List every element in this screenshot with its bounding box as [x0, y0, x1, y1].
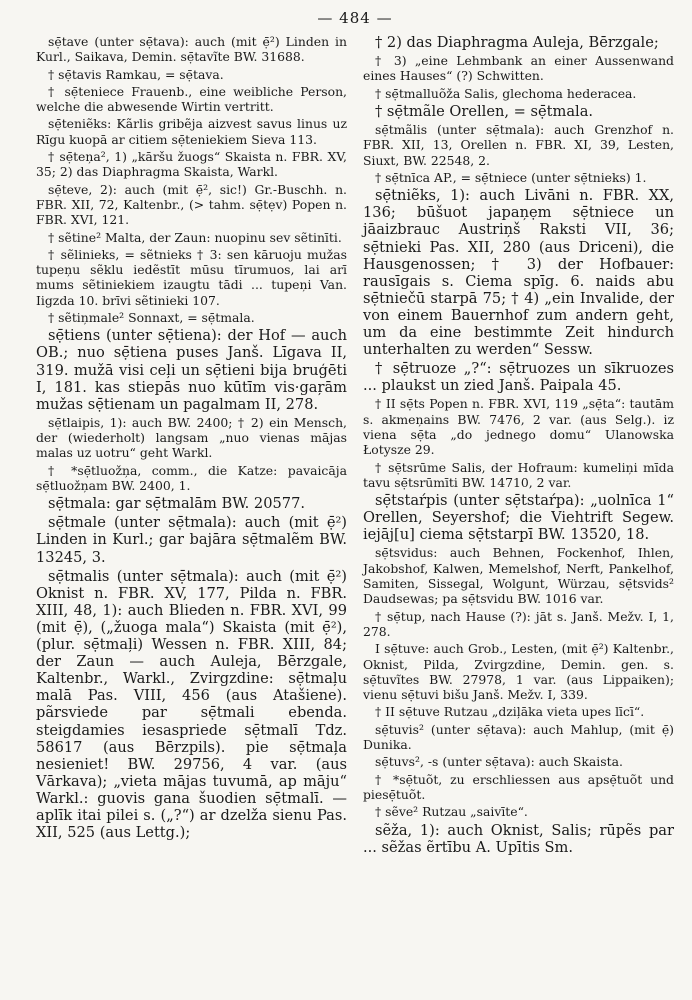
dictionary-entry: † 2) das Diaphragma Auleja, Bērzgale;: [375, 34, 659, 51]
dictionary-entry: † II sẹ̄tuve Rutzau „dziļāka vieta upes līcī“.: [375, 704, 645, 720]
dictionary-entry: sẹ̄tuvis² (unter sẹ̄tava): auch Mahlup, (mit ẹ̄) Dunika.: [363, 721, 674, 753]
dictionary-entry: † sẹ̄truoze „?“: sẹ̄truozes un sīkruozes ... plaukst un zied Janš. Paipala 45.: [363, 360, 674, 395]
dictionary-entry: † sẹ̄tmalluõža Salis, glechoma hederacea.: [375, 85, 637, 101]
left-column: [36, 34, 347, 858]
dictionary-entry: † sẹ̄teniece Frauenb., eine weibliche Person, welche die abwesende Wirtin vertritt.: [36, 83, 347, 115]
page-number: — 484 —: [317, 9, 393, 27]
dictionary-entry: sẹ̄tave (unter sẹ̄tava): auch (mit ẹ̄²) Linden in Kurl., Saikava, Demin. sẹ̄tavĩte BW. 31688.: [36, 34, 347, 65]
dictionary-entry: † *sẹ̄tuõt, zu erschliessen aus apsẹ̄tuõt und piesẹ̄tuõt.: [363, 771, 674, 802]
dictionary-entry: sẹ̄tmale (unter sẹ̄tmala): auch (mit ẹ̄²) Linden in Kurl.; gar bajāra sẹ̄tmalẽm BW. 13245, 3.: [36, 514, 347, 566]
columns: [36, 34, 674, 858]
dictionary-entry: I sẹ̄tuve: auch Grob., Lesten, (mit ẹ̄²) Kaltenbr., Oknist, Pilda, Zvirgzdine, Demin. gen. s. sẹ̄tuvĩtes BW. 27978, 1 var. (aus Lippaiken); vienu sẹ̄tuvi bišu Janš. Mežv. I, 339.: [363, 641, 674, 703]
dictionary-entry: sẹ̄tlaipis, 1): auch BW. 2400; † 2) ein Mensch, der (wiederholt) langsam „nuo vienas mājas malas uz uotru“ geht Warkl.: [36, 414, 347, 461]
dictionary-entry: sẹ̄tmalis (unter sẹ̄tmala): auch (mit ẹ̄²) Oknist n. FBR. XV, 177, Pilda n. FBR. XIII, 48, 1): auch Blieden n. FBR. XVI, 99 (mit ẹ̄), („žuoga mala“) Skaista (mit ẹ̄²), (plur. sẹ̄tmaļi) Wessen n. FBR. XIII, 84; der Zaun — auch Auleja, Bērzgale, Kaltenbr., Warkl., Zvirgzdine: sẹ̄tmaļu malā Pas. VIII, 456 (aus Atašiene). pãrsviede par sẹ̄tmali ebenda. steigdamies iesaspriede sẹ̄tmalī Tdz. 58617 (aus Bērzpils). pie sẹ̄tmaļa nesieniet! BW. 29756, 4 var. (aus Vārkava); „vieta mājas tuvumā, ap māju“ Warkl.: guovis gana šuodien sẹ̄tmalī. — aplīk itai pilei s. („?“) ar dzelža sienu Pas. XII, 525 (aus Lettg.);: [36, 567, 347, 842]
dictionary-entry: sẹ̄tstaŕpis (unter sẹ̄tstaŕpa): „uolnīca 1“ Orellen, Seyershof; die Viehtrift Segew. iejāj[u] ciema sẹ̄tstarpī BW. 13520, 18.: [363, 492, 674, 544]
dictionary-entry: sẹ̄tsvidus: auch Behnen, Fockenhof, Ihlen, Jakobshof, Kalwen, Memelshof, Nerft, Pankelhof, Samiten, Sissegal, Wolgunt, Würzau, sẹ̄tsvids² Daudsewas; pa sẹ̄tsvidu BW. 1016 var.: [363, 545, 674, 607]
dictionary-entry: † sẹ̄tnīca AP., = sẹ̄tniece (unter sẹ̄tnieks) 1.: [375, 169, 647, 185]
dictionary-entry: sẽža, 1): auch Oknist, Salis; rūpẽs par ... sẽžas ẽrtību A. Upītis Sm.: [363, 821, 674, 856]
dictionary-entry: † II sẹ̄ts Popen n. FBR. XVI, 119 „sẹ̄ta“: tautām s. akmeņains BW. 7476, 2 var. (aus Selg.). iz viena sẹ̄ta „do jednego domu“ Ulanowska Łotysze 29.: [363, 396, 674, 458]
dictionary-entry: † 3) „eine Lehmbank an einer Aussenwand eines Hauses“ (?) Schwitten.: [363, 53, 674, 84]
dictionary-entry: sẹ̄tmãlis (unter sẹ̄tmala): auch Grenzhof n. FBR. XII, 13, Orellen n. FBR. XI, 39, Lesten, Siuxt, BW. 22548, 2.: [363, 122, 674, 168]
dictionary-entry: sẹ̄tniẽks, 1): auch Livāni n. FBR. XX, 136; būšuot japaņẹm sẹ̄tniece un jāaizbrauc Austriņš Raksti VII, 36; sẹ̄tnieki Pas. XII, 280 (aus Driceni), die Hausgenossen; † 3) der Hofbauer: rausīgais s. Ciema spīg. 6. naids abu sẹ̄tniečū starpā 75; † 4) „ein Invalide, der von einem Bauernhof zum andern geht, um da eine bestimmte Zeit hindurch unterhalten zu werden“ Sessw.: [363, 187, 674, 359]
dictionary-entry: † sẹ̄tsrūme Salis, der Hofraum: kumeliņi mīda tavu sẹ̄tsrūmīti BW. 14710, 2 var.: [363, 459, 674, 490]
dictionary-entry: sẹ̄tiens (unter sẹ̄tiena): der Hof — auch OB.; nuo sẹ̄tiena puses Janš. Līgava II, 319. mužā visi ceļi un sẹ̄tieni bija bruģēti I, 181. kas stiepās nuo kūtīm vis·gaŗām mužas sẹ̄tienam un pagalmam II, 278.: [36, 327, 347, 413]
dictionary-entry: † sẹ̄teņa², 1) „kāršu žuogs“ Skaista n. FBR. XV, 35; 2) das Diaphragma Skaista, Warkl.: [36, 149, 347, 180]
right-column: [363, 34, 674, 858]
dictionary-entry: † *sẹ̄tluožņa, comm., die Katze: pavaicāja sẹ̄tluožņam BW. 2400, 1.: [36, 462, 347, 493]
dictionary-entry: † sẽve² Rutzau „saivīte“.: [375, 804, 528, 820]
dictionary-entry: sẹ̄teve, 2): auch (mit ẹ̄², sic!) Gr.-Buschh. n. FBR. XII, 72, Kaltenbr., (> tahm. sẹ̄tẹv) Popen n. FBR. XVI, 121.: [36, 181, 347, 228]
dictionary-entry: sẹ̄tmala: gar sẹ̄tmalām BW. 20577.: [48, 495, 305, 513]
dictionary-entry: † sẹ̄tavis Ramkau, = sẹ̄tava.: [48, 66, 224, 82]
dictionary-entry: † sẽtiņmale² Sonnaxt, = sẹ̄tmala.: [48, 310, 255, 326]
dictionary-entry: sẹ̄teniẽks: Kãrlis gribẽja aizvest savus linus uz Rīgu kuopā ar citiem sẹ̄teniekiem Sieva 113.: [36, 116, 347, 147]
dictionary-entry: † sẽlinieks, = sẽtnieks † 3: sen kāruoju mužas tupeņu sẽklu iedẽstīt mūsu tīrumuos, lai arī mums sẽtiniekiem izaugtu tādi ... tupeņi Van. Iigzda 10. brīvi sẽtinieki 107.: [36, 246, 347, 308]
dictionary-entry: † sẹ̄tup, nach Hause (?): jāt s. Janš. Mežv. I, 1, 278.: [363, 608, 674, 639]
dictionary-entry: † sẹ̄tmãle Orellen, = sẹ̄tmala.: [375, 102, 594, 120]
dictionary-entry: † sẽtine² Malta, der Zaun: nuopinu sev sẽtinīti.: [48, 229, 342, 245]
dictionary-entry: sẹ̄tuvs², -s (unter sẹ̄tava): auch Skaista.: [375, 754, 623, 770]
